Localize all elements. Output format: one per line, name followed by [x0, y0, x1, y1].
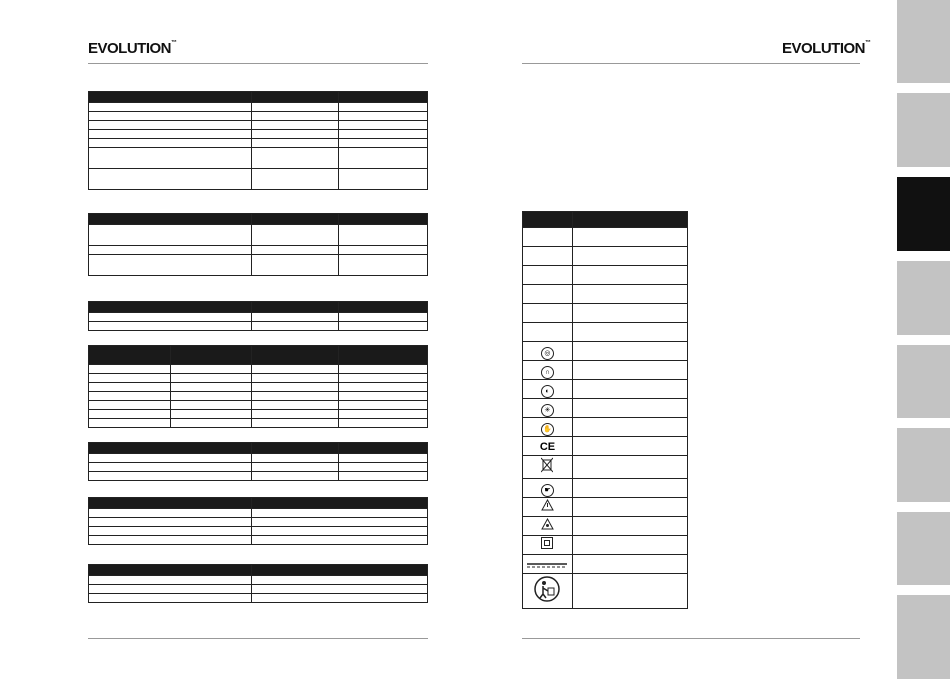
- laser-warning-icon: [541, 518, 554, 530]
- symbols-table: [522, 211, 688, 609]
- table-header: [89, 443, 428, 454]
- table-row: [89, 246, 428, 255]
- table-row: [89, 148, 428, 169]
- spec-table-1: [88, 91, 428, 190]
- table-row: [89, 472, 428, 481]
- table-row: [89, 313, 428, 322]
- table-row: [523, 536, 688, 555]
- table-row: [89, 576, 428, 585]
- table-header: [89, 565, 428, 576]
- table-row: [89, 463, 428, 472]
- table-row: [89, 169, 428, 190]
- table-row: [523, 456, 688, 479]
- table-row: [89, 536, 428, 545]
- table-row: [523, 517, 688, 536]
- table-row: [89, 518, 428, 527]
- logo-trademark: ™: [171, 40, 177, 46]
- table-row: [523, 323, 688, 342]
- table-row: [523, 498, 688, 517]
- logo-trademark: ™: [865, 40, 871, 46]
- spec-table-4: [88, 345, 428, 428]
- table-row: [89, 374, 428, 383]
- table-row: [523, 342, 688, 361]
- table-row: [89, 225, 428, 246]
- logo-text: EVOLUTION: [88, 40, 172, 57]
- table-row: [89, 509, 428, 518]
- weee-bin-icon: [541, 457, 553, 473]
- table-row: [523, 228, 688, 247]
- table-row: [523, 555, 688, 574]
- table-row: [89, 410, 428, 419]
- section-tab-8[interactable]: [897, 595, 950, 679]
- dust-mask-icon: ◐: [541, 385, 554, 398]
- table-row: [89, 130, 428, 139]
- double-insulated-icon: [541, 537, 553, 549]
- table-row: [523, 380, 688, 399]
- section-tab-4[interactable]: [897, 261, 950, 335]
- table-row: [523, 304, 688, 323]
- table-row: [89, 419, 428, 428]
- table-header: [89, 214, 428, 225]
- logo-text: EVOLUTION: [782, 40, 866, 57]
- section-tab-6[interactable]: [897, 428, 950, 502]
- eye-protection-icon: ✳: [541, 404, 554, 417]
- section-tabs: [897, 0, 950, 679]
- dc-current-icon: [527, 562, 567, 568]
- table-header: [523, 212, 688, 228]
- table-header: [89, 302, 428, 313]
- table-row: [89, 392, 428, 401]
- table-row: [523, 479, 688, 498]
- table-row: [89, 322, 428, 331]
- section-tab-7[interactable]: [897, 512, 950, 585]
- table-row: [523, 418, 688, 437]
- section-tab-2[interactable]: [897, 93, 950, 167]
- spec-table-6: [88, 497, 428, 545]
- table-row: [523, 266, 688, 285]
- table-row: [89, 255, 428, 276]
- table-header: [89, 346, 428, 365]
- no-hands-icon: ☛: [541, 484, 554, 497]
- table-row: [523, 437, 688, 456]
- gloves-icon: ✋: [541, 423, 554, 436]
- spec-table-2: [88, 213, 428, 276]
- table-header: [89, 92, 428, 103]
- table-header: [89, 498, 428, 509]
- table-row: [89, 365, 428, 374]
- table-row: [89, 594, 428, 603]
- evolution-logo-right: [782, 40, 871, 58]
- table-row: [89, 383, 428, 392]
- table-row: [89, 527, 428, 536]
- table-row: [89, 112, 428, 121]
- evolution-logo-left: [88, 40, 177, 58]
- ear-protection-icon: ∩: [541, 366, 554, 379]
- footer-rule-left: [88, 638, 428, 639]
- table-row: [523, 399, 688, 418]
- spec-table-7: [88, 564, 428, 603]
- table-row: [89, 139, 428, 148]
- section-tab-3[interactable]: [897, 177, 950, 251]
- spec-table-5: [88, 442, 428, 481]
- warning-triangle-icon: [541, 499, 554, 511]
- table-row: [89, 401, 428, 410]
- ce-mark-icon: CE: [539, 441, 556, 453]
- spec-table-3: [88, 301, 428, 331]
- table-row: [523, 361, 688, 380]
- table-row: [89, 103, 428, 112]
- read-manual-icon: [534, 576, 560, 602]
- table-row: [523, 574, 688, 609]
- table-row: [523, 247, 688, 266]
- goggles-icon: ◎: [541, 347, 554, 360]
- section-tab-1[interactable]: [897, 0, 950, 83]
- footer-rule-right: [522, 638, 860, 639]
- table-row: [523, 285, 688, 304]
- section-tab-5[interactable]: [897, 345, 950, 418]
- header-rule-right: [522, 63, 860, 64]
- table-row: [89, 454, 428, 463]
- header-rule-left: [88, 63, 428, 64]
- table-row: [89, 121, 428, 130]
- table-row: [89, 585, 428, 594]
